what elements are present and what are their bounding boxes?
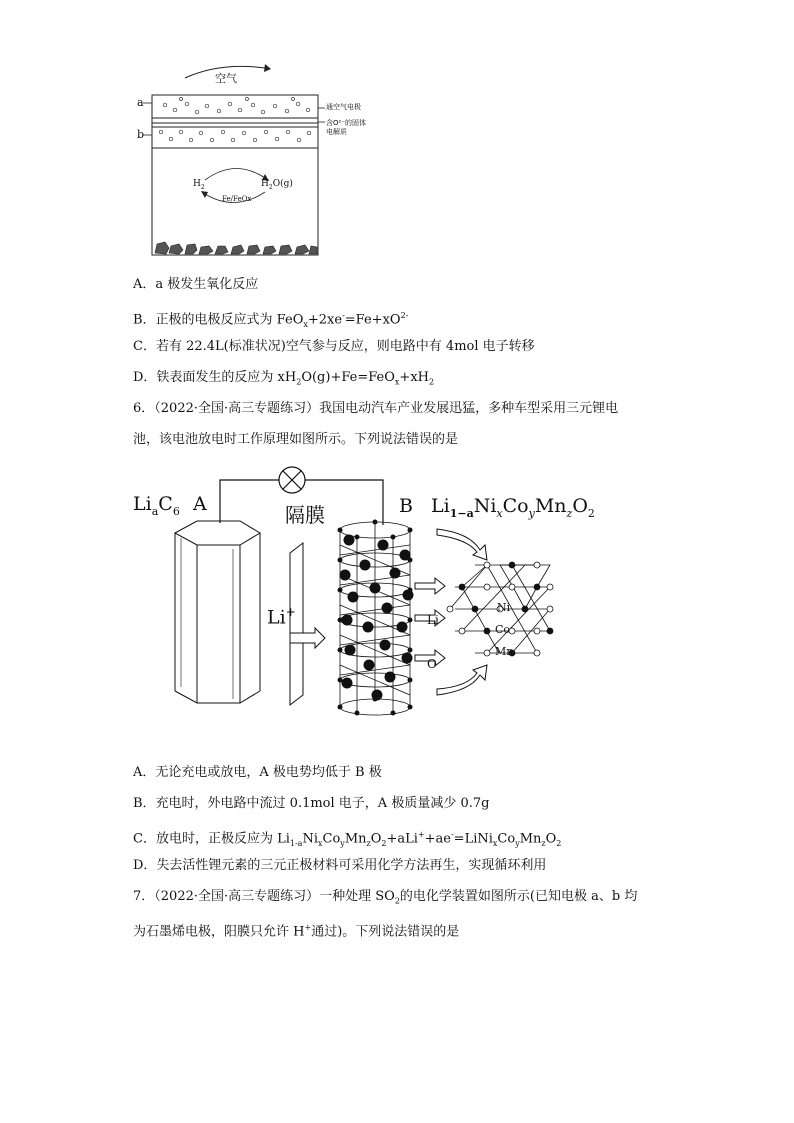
q5-option-d: D．铁表面发生的反应为 $xH_2O(g)+Fe=FeO_x+xH_2$ <box>133 370 435 387</box>
electrolyte-label-2: 电解质 <box>326 128 347 136</box>
li-ion-label: Li+ <box>267 605 296 629</box>
legend-li: Li <box>427 613 439 627</box>
air-label: 空气 <box>215 72 237 85</box>
electrode-B-label: B <box>399 495 413 517</box>
electrode-A-label: A <box>193 493 207 515</box>
legend-mn: Mn <box>495 645 514 658</box>
electrolyte-label-1: 含O²⁻的固体 <box>326 119 367 127</box>
legend-ni: Ni <box>497 601 511 614</box>
cathode-formula: $Li_{1-a}Ni_xCo_yMn_zO_2$ <box>431 495 595 520</box>
h2-label: $H_2$ <box>193 179 205 191</box>
fuel-cell-diagram <box>135 60 365 260</box>
q5-option-a: A．a 极发生氧化反应 <box>133 277 259 292</box>
figure-lithium-battery <box>125 455 605 725</box>
q5-option-c: C．若有 22.4L(标准状况)空气参与反应，则电路中有 4mol 电子转移 <box>133 339 535 354</box>
q6-option-c: C．放电时，正极反应为 $Li_{1-a}Ni_xCo_yMn_zO_2+aLi^++ae^-=LiNi_xCo_yMn_zO_2$ <box>133 830 562 848</box>
electrode-b-label: b <box>137 128 145 141</box>
q6-stem-line1: 6．（2022·全国·高三专题练习）我国电动汽车产业发展迅猛，多种车型采用三元锂电 <box>133 401 619 416</box>
fe-feox-label: Fe/FeOx <box>222 195 252 203</box>
q7-stem-line2: 为石墨烯电极，阳膜只允许 H+通过)。下列说法错误的是 <box>133 923 460 940</box>
q5-option-b: B．正极的电极反应式为 $FeO_x+2xe^-=Fe+xO^{2-}$ <box>133 311 409 329</box>
q6-option-b: B．充电时，外电路中流过 0.1mol 电子，A 极质量减少 0.7g <box>133 796 490 811</box>
separator-label: 隔膜 <box>285 503 325 527</box>
air-electrode-label: 通空气电极 <box>326 103 361 111</box>
q6-option-d: D．失去活性锂元素的三元正极材料可采用化学方法再生，实现循环利用 <box>133 858 547 873</box>
q7-stem-line1: 7．（2022·全国·高三专题练习）一种处理 $SO_2$的电化学装置如图所示(已知电极 a、b 均 <box>133 889 638 906</box>
legend-co: Co <box>495 623 511 636</box>
legend-o: O <box>427 657 437 671</box>
q6-stem-line2: 池，该电池放电时工作原理如图所示。下列说法错误的是 <box>133 432 459 447</box>
h2o-label: $H_2O(g)$ <box>261 179 293 191</box>
electrode-a-label: a <box>137 96 144 109</box>
q6-option-a: A．无论充电或放电，A 极电势均低于 B 极 <box>133 765 382 780</box>
anode-formula: $Li_aC_6$ <box>133 493 180 518</box>
figure-fuel-cell <box>135 60 365 260</box>
